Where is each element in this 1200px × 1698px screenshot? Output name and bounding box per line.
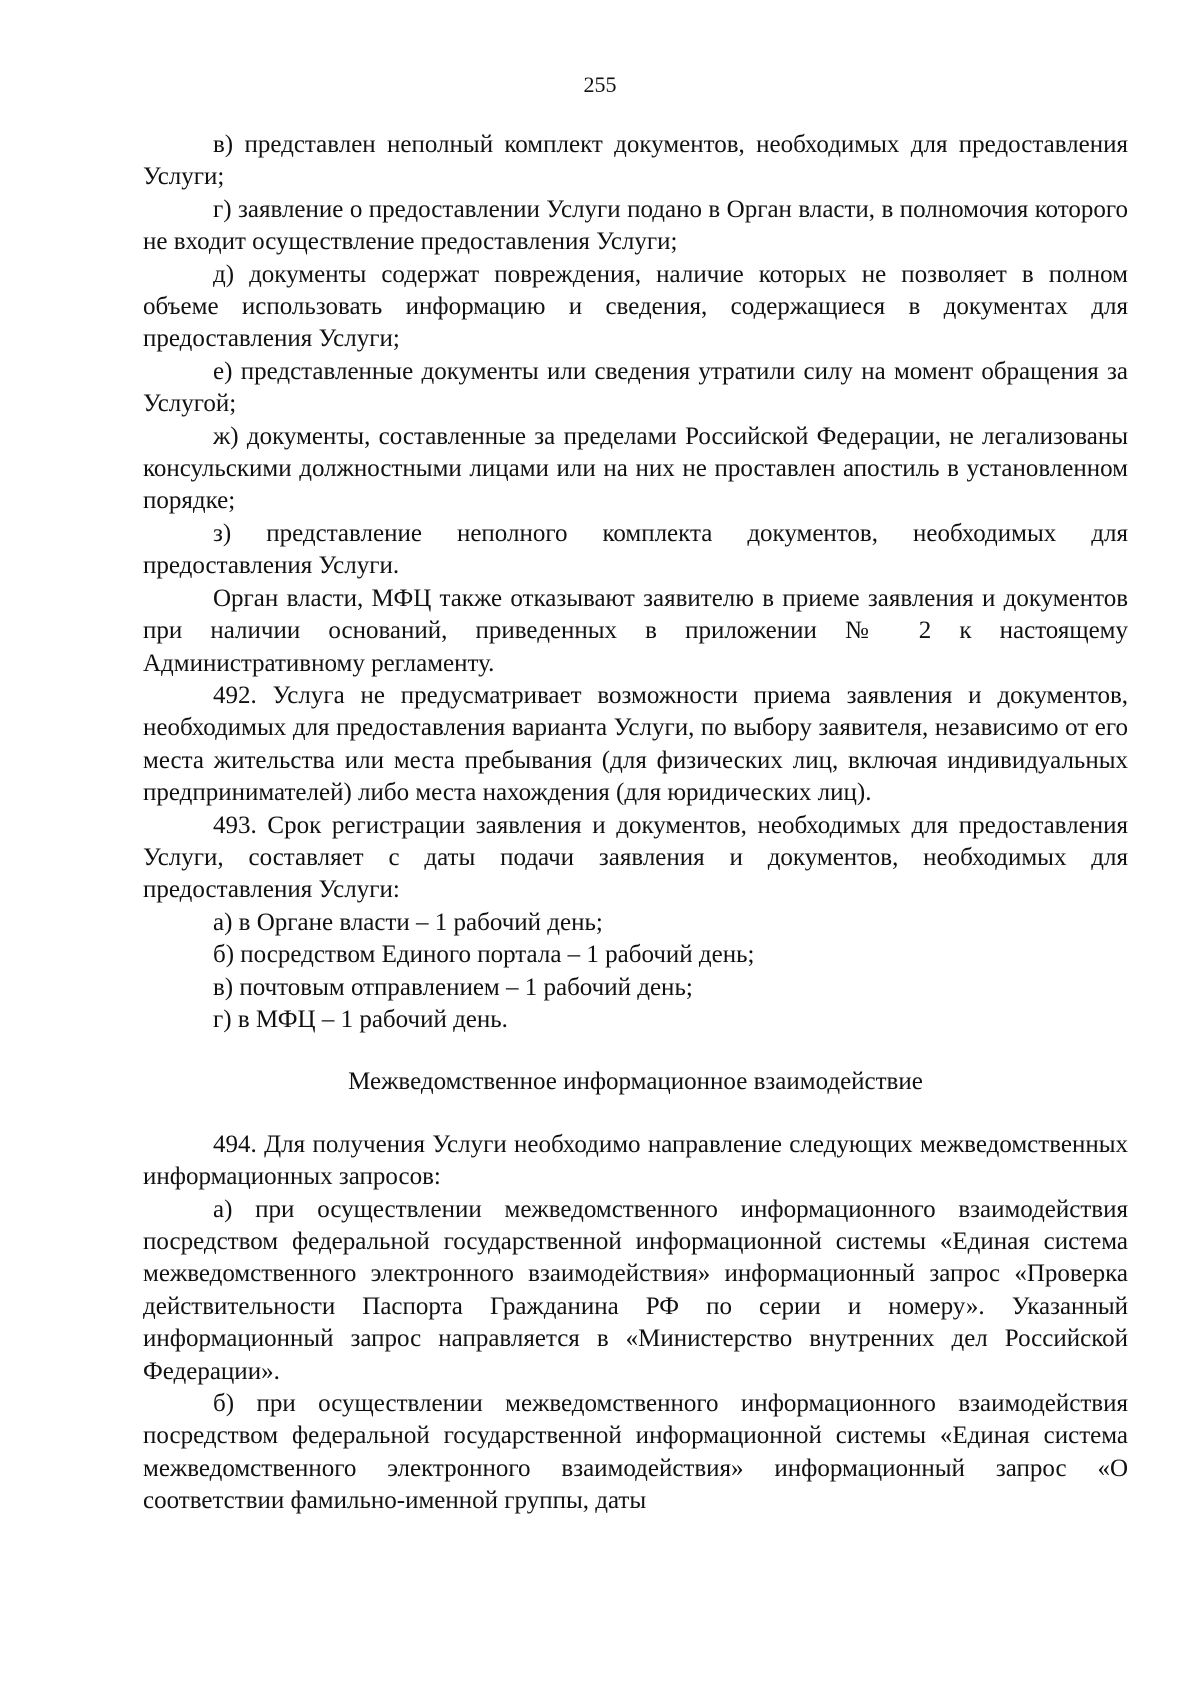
paragraph-clause-494: 494. Для получения Услуги необходимо направление следующих межведомственных информационных запросов: <box>143 1130 1128 1191</box>
paragraph-term-mail: в) почтовым отправлением – 1 рабочий день; <box>213 973 693 1001</box>
paragraph-request-b: б) при осуществлении межведомственного информационного взаимодействия посредством федеральной государственной информационной системы «Единая система межведомственного электронного взаимодействия» информационный запрос «О соответствии фамильно-именной группы, даты <box>143 1390 1128 1515</box>
page-number: 255 <box>583 72 617 97</box>
document-body <box>143 129 1128 1518</box>
paragraph-term-portal: б) посредством Единого портала – 1 рабочий день; <box>213 941 755 969</box>
paragraph-item-g-wrong-authority: г) заявление о предоставлении Услуги подано в Орган власти, в полномочия которого не входит осуществление предоставления Услуги; <box>143 195 1128 256</box>
paragraph-item-e-expired-documents: е) представленные документы или сведения утратили силу на момент обращения за Услугой; <box>143 357 1128 418</box>
paragraph-term-mfc: г) в МФЦ – 1 рабочий день. <box>213 1005 508 1033</box>
paragraph-term-authority: а) в Органе власти – 1 рабочий день; <box>213 908 603 936</box>
paragraph-clause-493: 493. Срок регистрации заявления и документов, необходимых для предоставления Услуги, составляет с даты подачи заявления и документов, необходимых для предоставления Услуги: <box>143 811 1128 904</box>
section-heading: Межведомственное информационное взаимодействие <box>348 1068 923 1096</box>
paragraph-refusal-grounds: Орган власти, МФЦ также отказывают заявителю в приеме заявления и документов при наличии оснований, приведенных в приложении № 2 к настоящему Административному регламенту. <box>143 584 1128 677</box>
paragraph-item-d-damaged-documents: д) документы содержат повреждения, наличие которых не позволяет в полном объеме использовать информацию и сведения, содержащиеся в документах для предоставления Услуги; <box>143 260 1128 353</box>
paragraph-clause-492: 492. Услуга не предусматривает возможности приема заявления и документов, необходимых для предоставления варианта Услуги, по выбору заявителя, независимо от его места жительства или места пребывания (для физических лиц, включая индивидуальных предпринимателей) либо места нахождения (для юридических лиц). <box>143 681 1128 807</box>
paragraph-item-v-incomplete-set: в) представлен неполный комплект документов, необходимых для предоставления Услуги; <box>143 131 1128 191</box>
paragraph-item-z-incomplete-set: з) представление неполного комплекта документов, необходимых для предоставления Услуги. <box>143 519 1128 580</box>
paragraph-request-a: а) при осуществлении межведомственного информационного взаимодействия посредством федеральной государственной информационной системы «Единая система межведомственного электронного взаимодействия» информационный запрос «Проверка действительности Паспорта Гражданина РФ по серии и номеру». Указанный информационный запрос направляется в «Министерство внутренних дел Российской Федерации». <box>143 1195 1128 1385</box>
paragraph-item-zh-not-legalized: ж) документы, составленные за пределами Российской Федерации, не легализованы консульскими должностными лицами или на них не проставлен апостиль в установленном порядке; <box>143 422 1128 515</box>
